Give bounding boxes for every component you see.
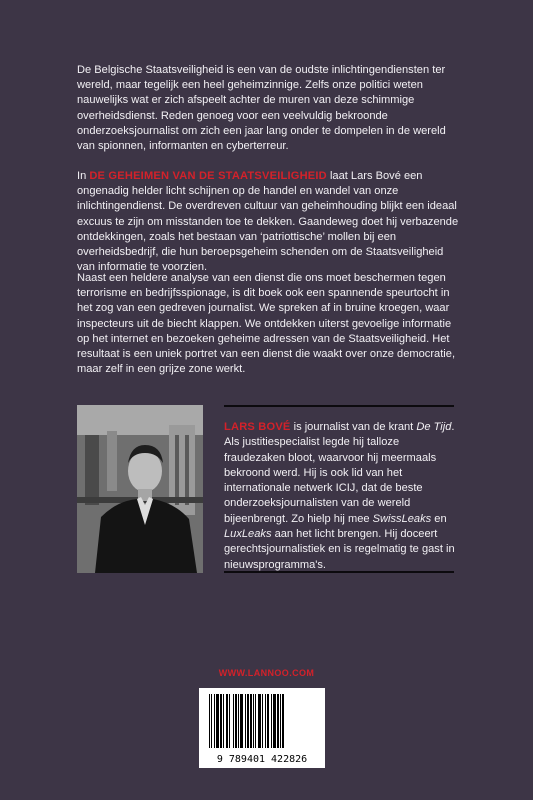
book-title: DE GEHEIMEN VAN DE STAATSVEILIGHEID [89,170,327,182]
barcode-bars [199,688,325,768]
bio-text-2: . Als justitiespecialist legde hij talloze fraudezaken bloot, waarvoor hij meermaals bekroond werd. Hij is ook lid van het internationale netwerk ICIJ, dat de beste onderzoeksjournalisten van de wereld bijeenbrengt. Zo hielp hij mee [224,421,455,525]
blurb-paragraph-1: De Belgische Staatsveiligheid is een van de oudste inlichtingendiensten ter wereld, maar tegelijk een heel geheimzinnige. Zelfs onze politici weten nauwelijks wat er zich afspeelt achter de muren van deze schimmige overheidsdienst. Reden genoeg voor een veelvuldig bekroonde onderzoeksjournalist om zich een jaar lang onder te dompelen in de wereld van spionnen, informanten en cyberterreur. [77,64,446,153]
luxleaks: LuxLeaks [224,528,272,541]
bio-text-1: is journalist van de krant [290,421,417,433]
isbn-barcode [199,688,325,768]
newspaper-name: De Tijd [416,421,452,433]
blurb-paragraph-2-text: laat Lars Bové een ongenadig helder licht schijnen op de handel en wandel van onze inlichtingendienst. De overdreven cultuur van geheimhouding blijkt een ideaal excuus te zijn om misstanden toe te dekken. Gaandeweg doet hij verbazende ontdekkingen, zoals het bestaan van ‘patriottische’ mollen bij een overheidsbedrijf, die hun beroepsgeheim schenden om de Staatsveiligheid van informatie te voorzien. [77,170,459,274]
blurb-prefix: In [77,170,90,182]
bio-text-4: aan het licht brengen. Hij doceert gerechtsjournalistiek en is regelmatig te gast in nieuwsprogramma's. [224,528,455,571]
bio-text-3: en [431,512,447,525]
author-bio [224,420,460,573]
blurb-paragraph-2 [77,169,461,275]
isbn-digits: 9 789401 422826 [216,754,308,765]
publisher-website: WWW.LANNOO.COM [218,668,315,678]
bio-rule-top [224,405,454,407]
swissleaks: SwissLeaks [372,512,432,525]
blurb-paragraph-3: Naast een heldere analyse van een dienst die ons moet beschermen tegen terrorisme en bedrijfsspionage, is dit boek ook een spannende speurtocht in het zog van een gedreven journalist. We spreken af in bruine kroegen, waar inspecteurs uit de biecht klappen. We ontdekken uiterst gevoelige informatie op het internet en bezoeken geheime adressen van de Staatsveiligheid. Het resultaat is een uniek portret van een dienst die waakt over onze democratie, maar zelf in een grijze zone werkt. [77,272,456,376]
author-photo [77,405,203,573]
author-name: LARS BOVÉ [224,421,291,433]
bio-rule-bottom [224,571,454,573]
